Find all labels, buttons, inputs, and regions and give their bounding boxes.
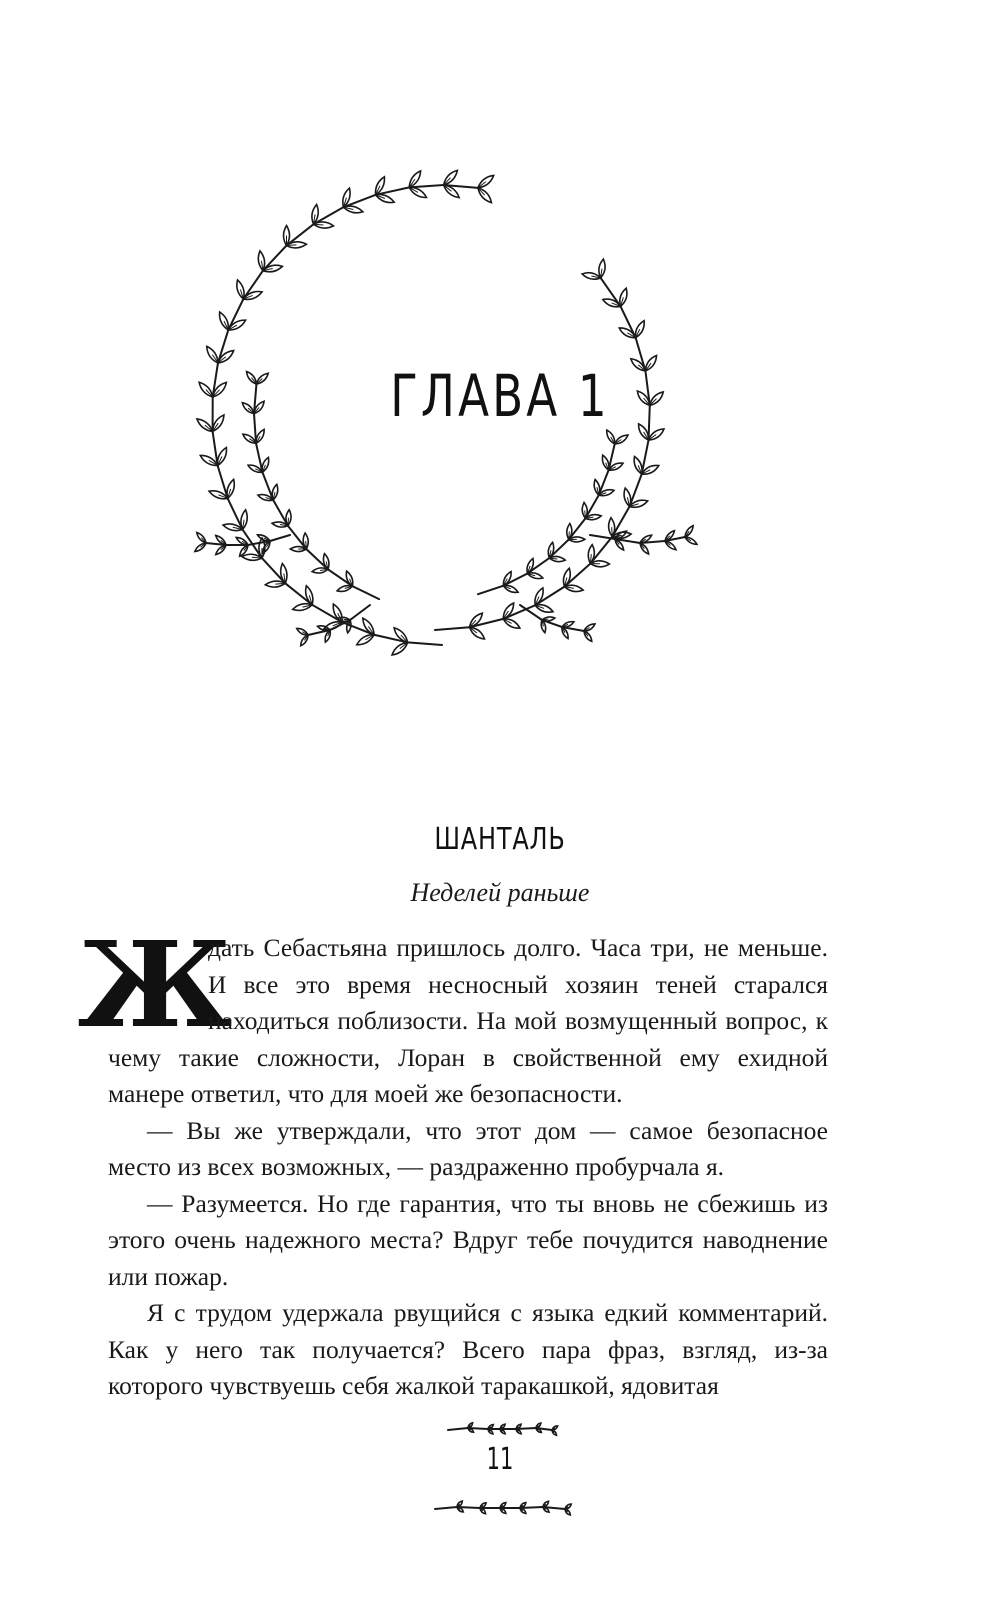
paragraph: — Разумеется. Но где гарантия, что ты вновь не сбежишь из этого очень надежного места? Вдруг тебе почудится наводнение или пожар.	[108, 1188, 828, 1291]
vine-flourish-icon	[438, 1418, 562, 1440]
body-text	[77, 915, 828, 1405]
dropcap-glyph-icon	[77, 915, 233, 1054]
time-note: Неделей раньше	[410, 878, 590, 907]
paragraph: Ж дать Себастьяна пришлось долго. Часа три, не меньше. И все это время несносный хозяин теней старался находиться поблизости. На мой возмущенный вопрос, к чему такие сложности, Лоран в свойственной ему ехидной манере ответил, что для моей же безопасности.	[77, 915, 828, 1108]
pov-character-name: ШАНТАЛЬ	[434, 822, 566, 857]
chapter-title: ГЛАВА 1	[390, 362, 610, 430]
dropcap-letter	[77, 915, 233, 1054]
page-number: 11	[486, 1442, 514, 1477]
paragraph: Я с трудом удержала рвущийся с языка едкий комментарий. Как у него так получается? Всего пара фраз, взгляд, из-за которого чувствуешь себя жалкой таракашкой, ядовитая	[108, 1298, 828, 1400]
paragraph: — Вы же утверждали, что этот дом — самое безопасное место из всех возможных, — раздраженно пробурчала я.	[108, 1115, 828, 1181]
vine-flourish-icon	[425, 1495, 575, 1521]
svg-text:Ж: Ж	[77, 915, 233, 1054]
